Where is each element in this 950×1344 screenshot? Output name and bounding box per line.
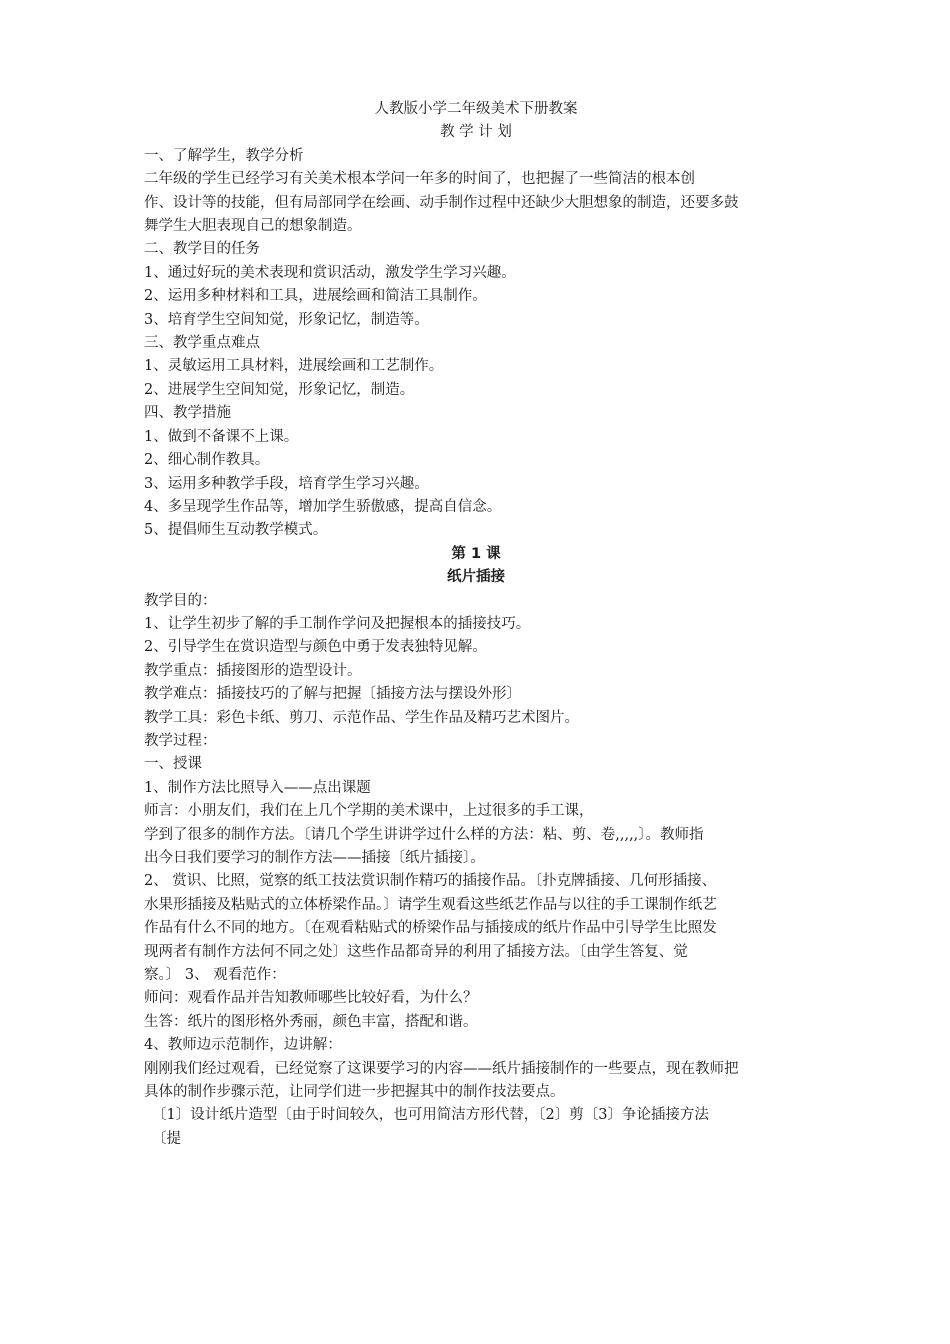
step-line: 〔1〕设计纸片造型〔由于时间较久，也可用简洁方形代替，〔2〕剪〔3〕争论插接方法: [152, 1107, 709, 1124]
lesson-number: 第 1 课: [451, 545, 501, 562]
paragraph-line: 作、设计等的技能，但有局部同学在绘画、动手制作过程中还缺少大胆想象的制造，还要多鼓: [144, 194, 739, 211]
section-heading: 二、教学目的任务: [144, 241, 260, 258]
lesson-line: 教学重点：插接图形的造型设计。: [144, 662, 362, 679]
list-item: 3、培育学生空间知觉，形象记忆，制造等。: [144, 311, 429, 328]
list-item: 2、细心制作教具。: [144, 452, 270, 469]
paragraph-line: 舞学生大胆表现自己的想象制造。: [144, 218, 362, 235]
list-item: 5、提倡师生互动教学模式。: [144, 522, 328, 539]
lesson-line: 教学目的：: [144, 592, 217, 609]
lesson-line: 教学过程：: [144, 732, 217, 749]
lesson-line: 察。〕 3、 观看范作：: [144, 967, 286, 984]
list-item: 4、多呈现学生作品等，增加学生骄傲感，提高自信念。: [144, 498, 502, 515]
lesson-line: 1、制作方法比照导入——点出课题: [144, 779, 371, 796]
lesson-line: 4、教师边示范制作，边讲解：: [144, 1037, 342, 1054]
paragraph-line: 二年级的学生已经学习有关美术根本学问一年多的时间了，也把握了一些简洁的根本创: [144, 171, 695, 188]
list-item: 2、运用多种材料和工具，进展绘画和简洁工具制作。: [144, 288, 487, 305]
document-subtitle: 教 学 计 划: [440, 124, 512, 141]
lesson-line: 教学难点：插接技巧的了解与把握〔插接方法与摆设外形〕: [144, 686, 521, 703]
lesson-line: 刚刚我们经过观看，已经觉察了这课要学习的内容——纸片插接制作的一些要点，现在教师把: [144, 1060, 739, 1077]
section-heading: 一、了解学生，教学分析: [144, 147, 304, 164]
lesson-line: 1、让学生初步了解的手工制作学问及把握根本的插接技巧。: [144, 615, 531, 632]
lesson-line: 教学工具：彩色卡纸、剪刀、示范作品、学生作品及精巧艺术图片。: [144, 709, 579, 726]
lesson-line: 出今日我们要学习的制作方法——插接〔纸片插接〕。: [144, 850, 485, 866]
list-item: 1、做到不备课不上课。: [144, 428, 299, 445]
lesson-line: 师问：观看作品并告知教师哪些比较好看，为什么？: [144, 990, 478, 1007]
lesson-line: 作品有什么不同的地方。〔在观看粘贴式的桥梁作品与插接成的纸片作品中引导学生比照发: [144, 920, 717, 937]
step-line: 〔提: [152, 1130, 181, 1147]
lesson-line: 生答：纸片的图形格外秀丽，颜色丰富，搭配和谐。: [144, 1013, 478, 1030]
list-item: 1、灵敏运用工具材料，进展绘画和工艺制作。: [144, 358, 444, 375]
document-page: [144, 98, 808, 1151]
section-heading: 三、教学重点难点: [144, 335, 260, 352]
lesson-line: 学到了很多的制作方法。〔请几个学生讲讲学过什么样的方法：粘、剪、卷,,,,,〕。教师指: [144, 826, 704, 843]
lesson-line: 2、 赏识、比照，觉察的纸工技法赏识制作精巧的插接作品。〔扑克牌插接、几何形插接、: [144, 873, 717, 890]
section-heading: 四、教学措施: [144, 405, 231, 422]
lesson-line: 2、引导学生在赏识造型与颜色中勇于发表独特见解。: [144, 639, 487, 656]
lesson-line: 水果形插接及粘贴式的立体桥梁作品。〕请学生观看这些纸艺作品与以往的手工课制作纸艺: [144, 896, 717, 913]
list-item: 3、运用多种教学手段，培育学生学习兴趣。: [144, 475, 429, 492]
list-item: 1、通过好玩的美术表现和赏识活动，激发学生学习兴趣。: [144, 264, 516, 281]
lesson-line: 师言：小朋友们，我们在上几个学期的美术课中，上过很多的手工课，: [144, 803, 594, 820]
document-title: 人教版小学二年级美术下册教案: [374, 101, 578, 117]
lesson-line: 现两者有制作方法何不同之处〕这些作品都奇异的利用了插接方法。〔由学生答复、觉: [144, 943, 688, 960]
list-item: 2、进展学生空间知觉，形象记忆，制造。: [144, 381, 415, 398]
lesson-line: 一、授课: [144, 756, 202, 773]
lesson-line: 具体的制作步骤示范，让同学们进一步把握其中的制作技法要点。: [144, 1084, 565, 1101]
lesson-title: 纸片插接: [447, 569, 505, 586]
